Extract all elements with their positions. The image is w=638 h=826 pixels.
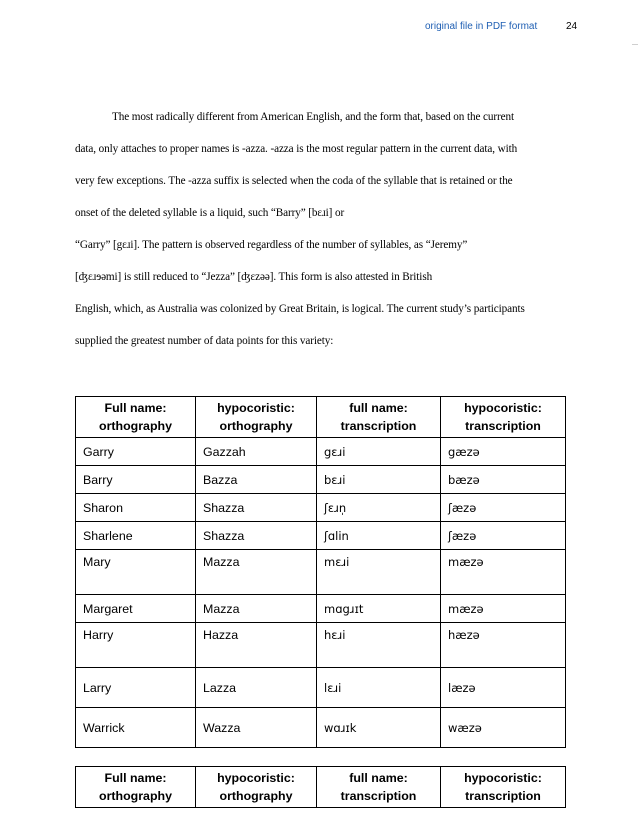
table-cell: Shazza xyxy=(196,522,317,550)
table-cell: Sharon xyxy=(76,494,196,522)
table-cell: gæzə xyxy=(441,438,566,466)
table-cell: mæzə xyxy=(441,595,566,623)
page-number: 24 xyxy=(566,21,578,32)
header-cell-full-name-orthography: Full name: orthography xyxy=(76,397,196,438)
table-row xyxy=(76,438,566,466)
table-header-row xyxy=(76,397,566,438)
table-header-row xyxy=(76,767,566,808)
header-cell-hypocoristic-transcription: hypocoristic: transcription xyxy=(441,397,566,438)
table-cell: læzə xyxy=(441,668,566,708)
table-cell: mɑgɹɪt xyxy=(317,595,441,623)
table-cell: Margaret xyxy=(76,595,196,623)
table-row xyxy=(76,668,566,708)
table-cell: wæzə xyxy=(441,708,566,748)
body-paragraph xyxy=(75,101,595,357)
table-cell: lɛɹi xyxy=(317,668,441,708)
hypocoristics-table xyxy=(75,396,566,748)
table-cell: Gazzah xyxy=(196,438,317,466)
table-cell: hæzə xyxy=(441,623,566,668)
second-table xyxy=(75,766,566,808)
table-cell: Garry xyxy=(76,438,196,466)
table-cell: ʃæzə xyxy=(441,522,566,550)
table-row xyxy=(76,623,566,668)
header-cell-full-name-orthography: Full name: orthography xyxy=(76,767,196,808)
table-row xyxy=(76,494,566,522)
table-cell: Wazza xyxy=(196,708,317,748)
table-cell: wɑɹɪk xyxy=(317,708,441,748)
table-cell: Harry xyxy=(76,623,196,668)
table-cell: Larry xyxy=(76,668,196,708)
table-cell: ʃɛɹn̩ xyxy=(317,494,441,522)
table-cell: mɛɹi xyxy=(317,550,441,595)
page-header xyxy=(0,21,638,37)
paragraph-line: [ʤɛɹɘəmi] is still reduced to “Jezza” [ʤɛzəə]. This form is also attested in British xyxy=(75,271,433,283)
table-row xyxy=(76,522,566,550)
paragraph-line: The most radically different from American English, and the form that, based on the current xyxy=(112,111,515,123)
table-row xyxy=(76,595,566,623)
table-cell: Mazza xyxy=(196,550,317,595)
header-cell-hypocoristic-transcription: hypocoristic: transcription xyxy=(441,767,566,808)
table-row xyxy=(76,708,566,748)
table-cell: hɛɹi xyxy=(317,623,441,668)
paragraph-line: English, which, as Australia was colonized by Great Britain, is logical. The current study’s participants xyxy=(75,303,525,315)
table-cell: Bazza xyxy=(196,466,317,494)
table-cell: Warrick xyxy=(76,708,196,748)
header-cell-hypocoristic-orthography: hypocoristic: orthography xyxy=(196,397,317,438)
header-cell-full-name-transcription: full name: transcription xyxy=(317,767,441,808)
table-cell: bɛɹi xyxy=(317,466,441,494)
table-cell: mæzə xyxy=(441,550,566,595)
table-row xyxy=(76,466,566,494)
table-cell: gɛɹi xyxy=(317,438,441,466)
table-cell: ʃæzə xyxy=(441,494,566,522)
table-cell: Barry xyxy=(76,466,196,494)
table-cell: ʃɑlin xyxy=(317,522,441,550)
paragraph-line: very few exceptions. The -azza suffix is selected when the coda of the syllable that is retained or the xyxy=(75,175,513,187)
paragraph-line: supplied the greatest number of data points for this variety: xyxy=(75,335,334,347)
table-cell: Mary xyxy=(76,550,196,595)
table-cell: Mazza xyxy=(196,595,317,623)
table-cell: Lazza xyxy=(196,668,317,708)
paragraph-line: onset of the deleted syllable is a liquid, such “Barry” [bɛɹi] or xyxy=(75,207,345,219)
table-cell: Sharlene xyxy=(76,522,196,550)
header-cell-hypocoristic-orthography: hypocoristic: orthography xyxy=(196,767,317,808)
edge-mark xyxy=(632,44,638,45)
table-row xyxy=(76,550,566,595)
table-cell: Hazza xyxy=(196,623,317,668)
paragraph-line: data, only attaches to proper names is -azza. -azza is the most regular pattern in the current data, with xyxy=(75,143,518,155)
paragraph-line: “Garry” [gɛɹi]. The pattern is observed regardless of the number of syllables, as “Jeremy” xyxy=(75,239,468,251)
header-cell-full-name-transcription: full name: transcription xyxy=(317,397,441,438)
pdf-link[interactable]: original file in PDF format xyxy=(425,21,538,32)
table-cell: Shazza xyxy=(196,494,317,522)
table-cell: bæzə xyxy=(441,466,566,494)
